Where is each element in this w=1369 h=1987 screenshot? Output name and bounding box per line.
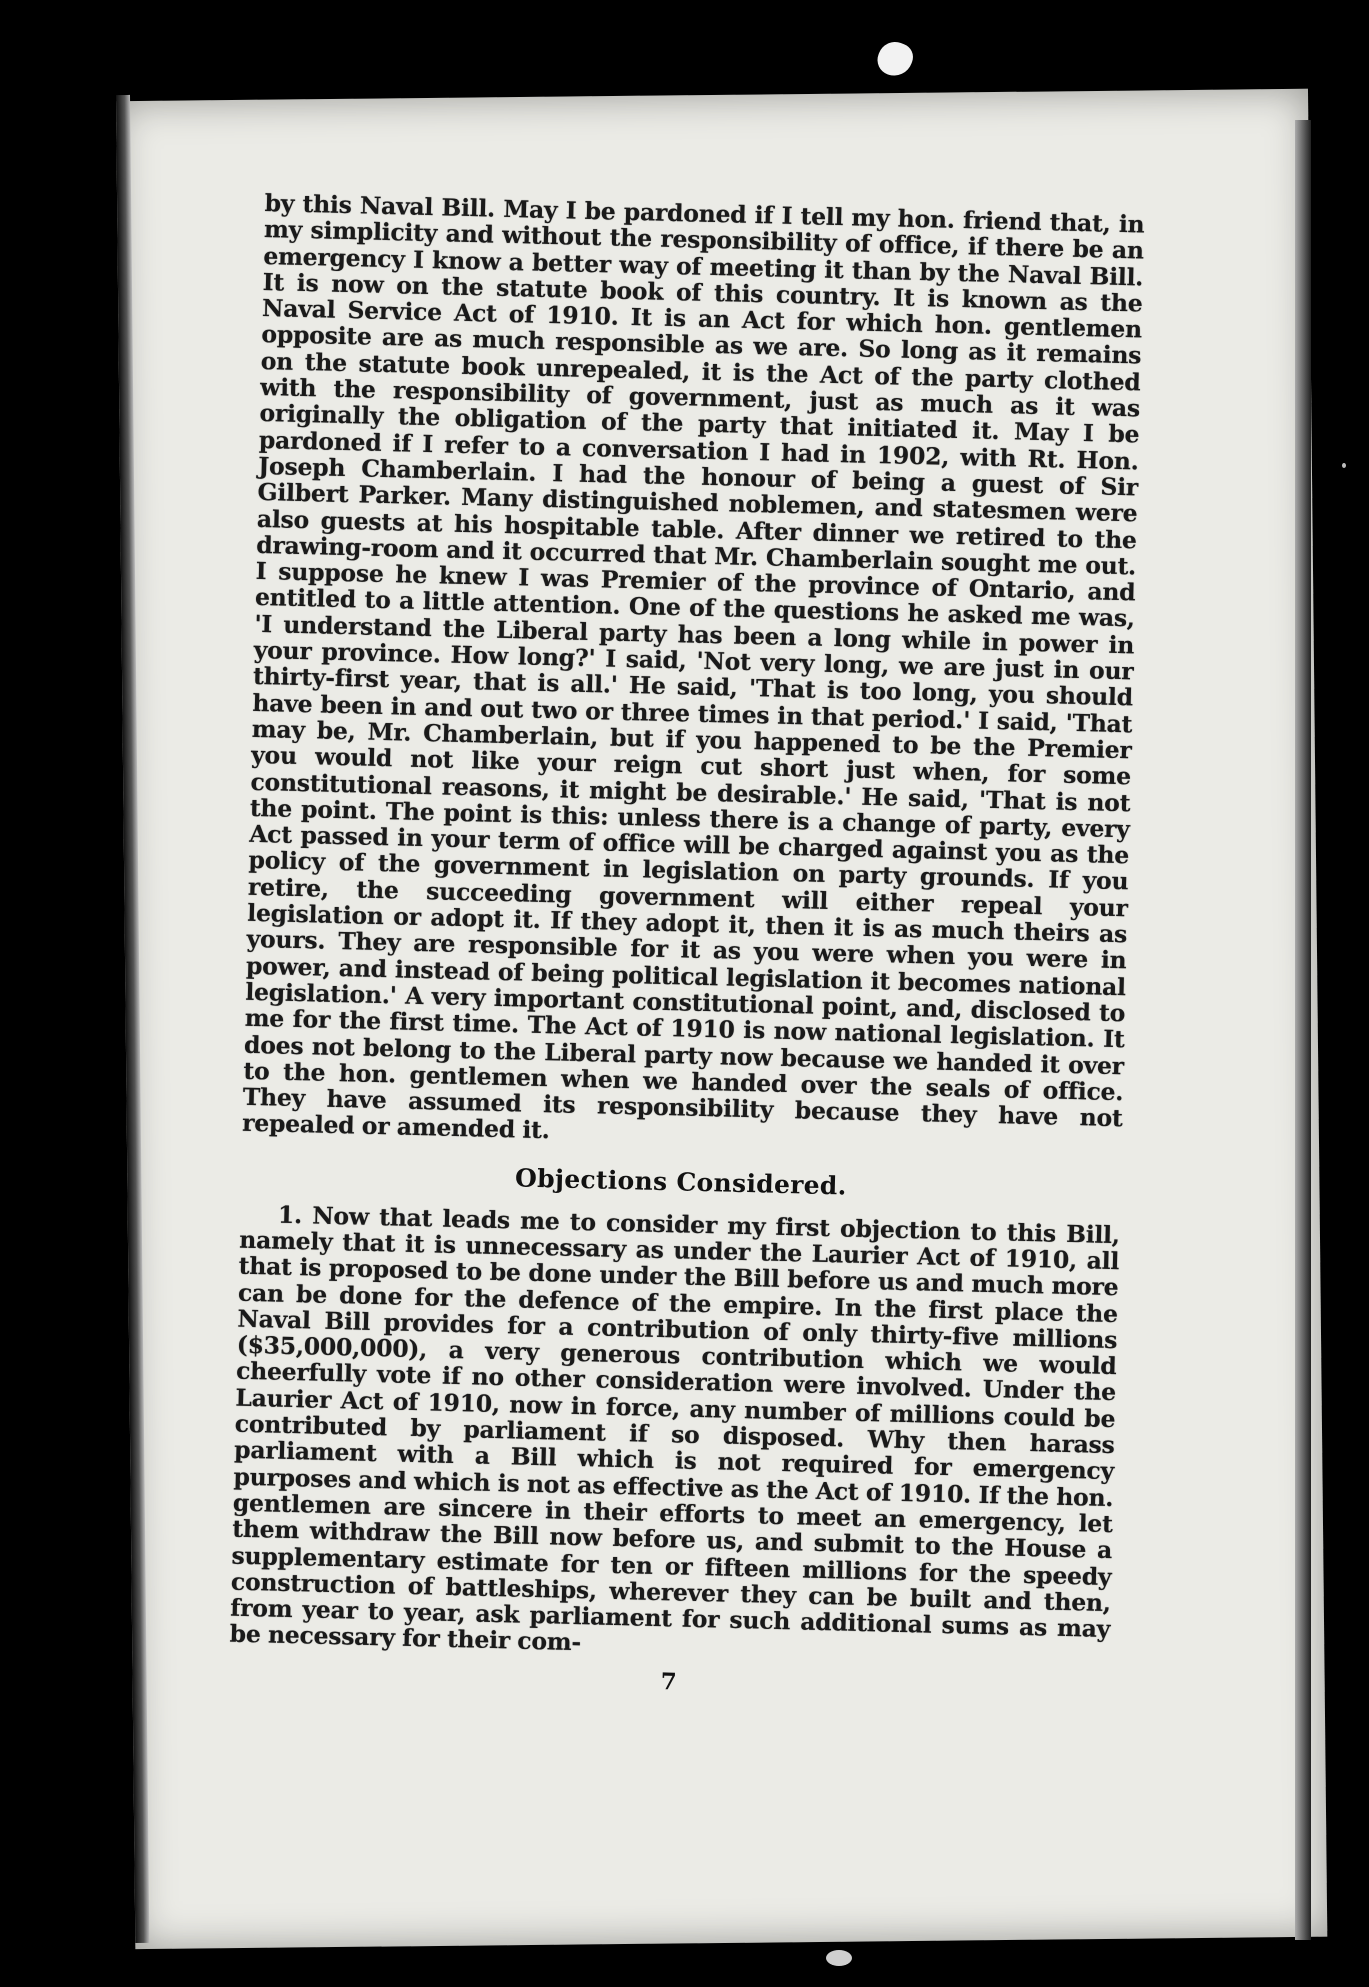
- page-edge-shadow: [1295, 120, 1311, 1940]
- scan-artifact: [873, 37, 917, 81]
- section-heading: Objections Considered.: [514, 1163, 848, 1201]
- scan-artifact: [1342, 463, 1346, 468]
- body-paragraph: by this Naval Bill. May I be pardoned if I tell my hon. friend that, in my simplicity and without the responsibility of office, if there be an emergency I know a better way of meeting it than by the Naval Bill. It is now on the statute book of this country. It is known as the Naval Service Act of 1910. It is an Act for which hon. gentlemen opposite are as much responsible as we are. So long as it remains on the statute book unrepealed, it is the Act of the party clothed with the responsibility of government, just as much as it was originally the obligation of the party that initiated it. May I be pardoned if I refer to a conversation I had in 1902, with Rt. Hon. Joseph Chamberlain. I had the honour of being a guest of Sir Gilbert Parker. Many distinguished noblemen, and statesmen were also guests at his hospitable table. After dinner we retired to the drawing-room and it occurred that Mr. Chamberlain sought me out. I suppose he knew I was Premier of the province of Ontario, and entitled to a little attention. One of the questions he asked me was, 'I understand the Liberal party has been a long while in power in your province. How long?' I said, 'Not very long, we are just in our thirty-first year, that is all.' He said, 'That is too long, you should have been in and out two or three times in that period.' I said, 'That may be, Mr. Chamberlain, but if you happened to be the Premier you would not like your reign cut short just when, for some constitutional reasons, it might be desirable.' He said, 'That is not the point. The point is this: unless there is a change of party, every Act passed in your term of office will be charged against you as the policy of the government in legislation on party grounds. If you retire, the succeeding government will either repeal your legislation or adopt it. If they adopt it, then it is as much theirs as yours. They are responsible for it as you were when you were in power, and instead of being political legislation it becomes national legislation.' A very important constitutional point, and, disclosed to me for the first time. The Act of 1910 is now national legislation. It does not belong to the Liberal party now because we handed it over to the hon. gentlemen when we handed over the seals of office. They have assumed its responsibility because they have not repealed or amended it.: [241, 189, 1145, 1145]
- body-paragraph: 1. Now that leads me to consider my first objection to this Bill, namely that it is unnecessary as under the Laurier Act of 1910, all that is proposed to be done under the Bill before us and much more can be done for the defence of the empire. In the first place the Naval Bill provides for a contribution of only thirty-five millions ($35,000,000), a very generous contribution which we would cheerfully vote if no other consideration were involved. Under the Laurier Act of 1910, now in force, any number of millions could be contributed by parliament if so disposed. Why then harass parliament with a Bill which is not required for emergency purposes and which is not as effective as the Act of 1910. If the hon. gentlemen are sincere in their efforts to meet an emergency, let them withdraw the Bill now before us, and submit to the House a supplementary estimate for ten or fifteen millions for the speedy construction of battleships, wherever they can be built and then, from year to year, ask parliament for such additional sums as may be necessary for their com-: [229, 1200, 1121, 1657]
- scan-artifact: [826, 1950, 852, 1966]
- page-number: 7: [660, 1667, 678, 1696]
- page-text: [228, 190, 1144, 1706]
